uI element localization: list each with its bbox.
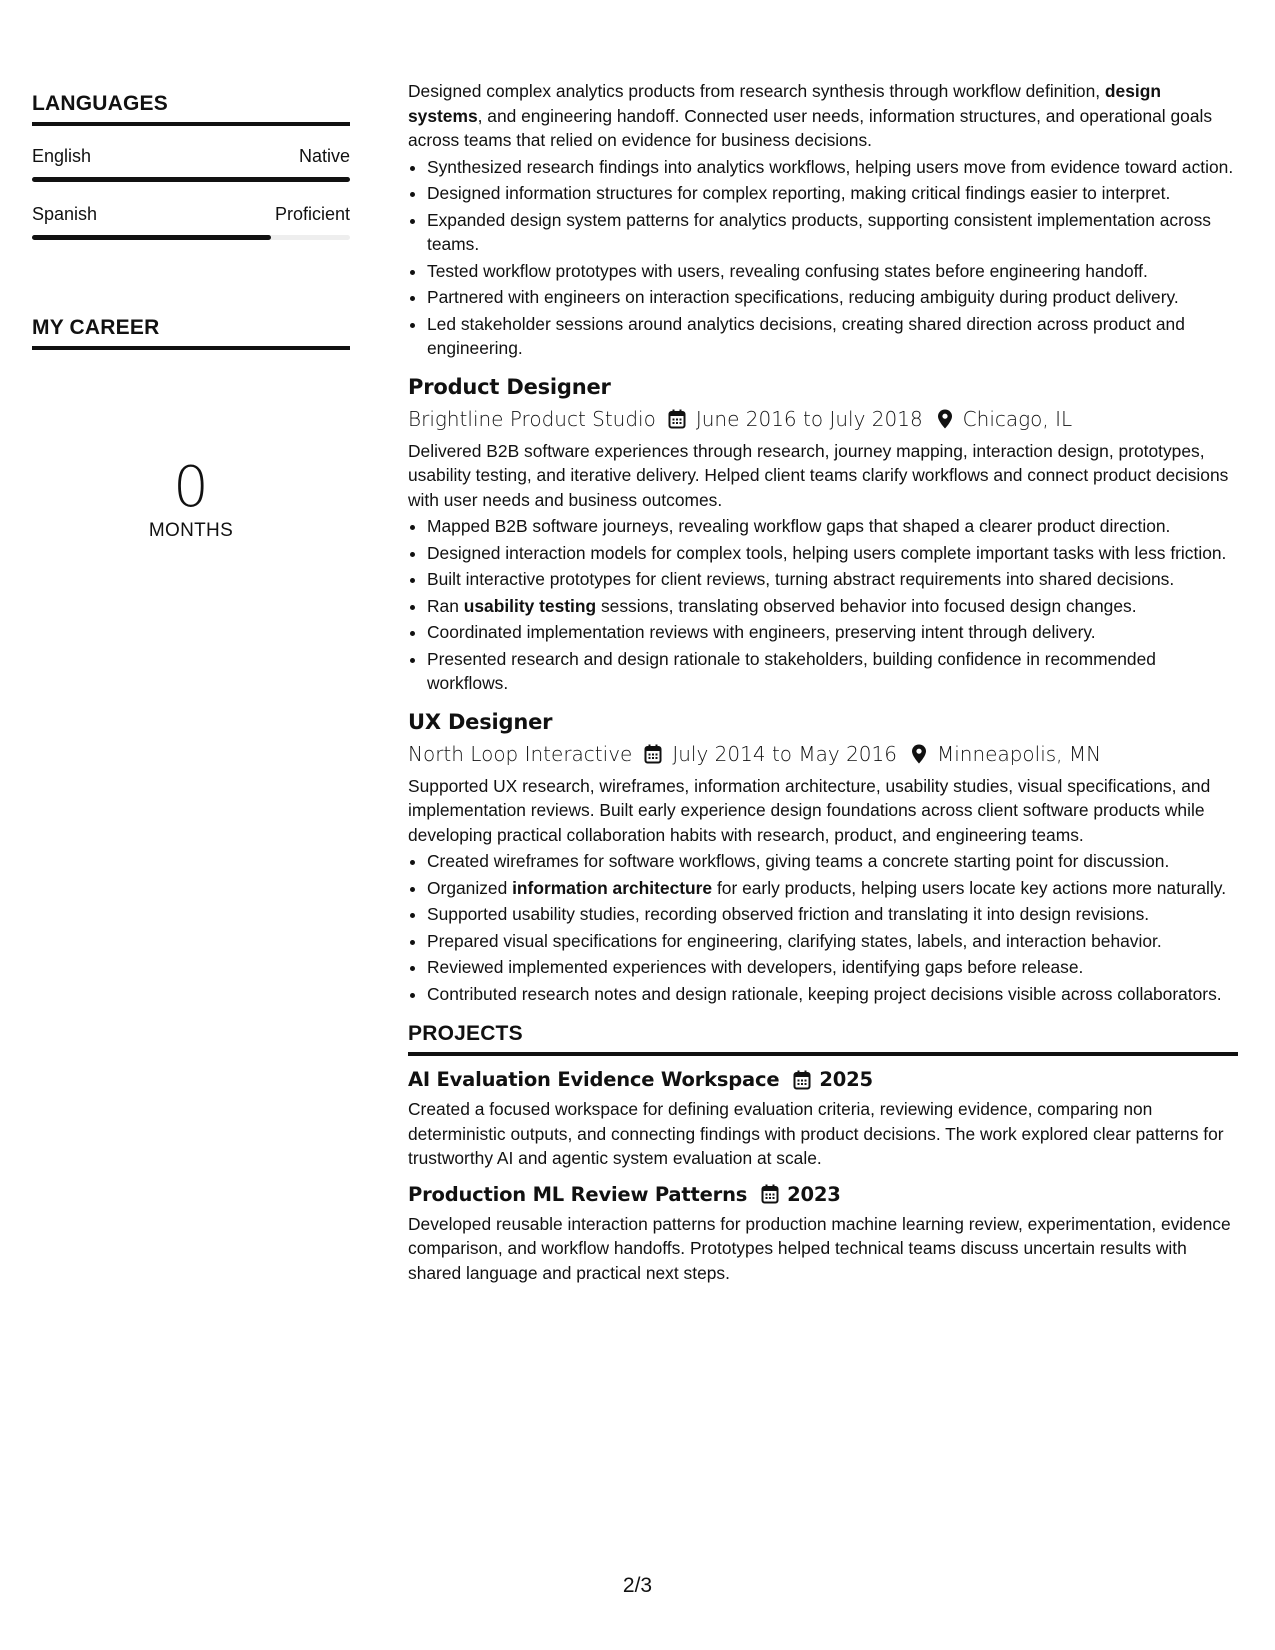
job-meta: [408, 742, 1238, 766]
career-count-value: 0: [173, 455, 209, 520]
project-year: 2023: [787, 1182, 841, 1206]
language-level: Proficient: [274, 204, 350, 224]
list-item: • Coordinated implementation reviews with engineers, preserving intent through delivery.: [427, 620, 1238, 645]
language-proficiency-fill: [32, 235, 271, 240]
intro-bullet-list: [408, 155, 1238, 361]
intro-text: Designed complex analytics products from research synthesis through workflow definition,: [408, 81, 1105, 101]
language-item-english: [32, 146, 350, 182]
project-name: Production ML Review Patterns: [408, 1182, 748, 1206]
list-item: • Partnered with engineers on interaction specifications, reducing ambiguity during product delivery.: [427, 285, 1238, 310]
languages-heading: LANGUAGES: [32, 92, 350, 126]
calendar-icon: [761, 1184, 779, 1204]
career-heading: MY CAREER: [32, 316, 350, 350]
bullet-bold-keyword: information architecture: [512, 877, 713, 898]
list-item: • Contributed research notes and design rationale, keeping project decisions visible across collaborators.: [427, 982, 1238, 1007]
list-item: • Synthesized research findings into analytics workflows, helping users move from evidence toward action.: [427, 155, 1238, 180]
job-company: North Loop Interactive: [408, 741, 633, 766]
list-item: • Mapped B2B software journeys, revealing workflow gaps that shaped a clearer product direction.: [427, 514, 1238, 539]
bullet-text-rest: for early products, helping users locate key actions more naturally.: [712, 877, 1227, 898]
language-item-spanish: [32, 204, 350, 240]
job-location: Chicago, IL: [962, 406, 1073, 431]
map-pin-icon: [937, 409, 953, 429]
job-product-designer: [408, 375, 1238, 696]
languages-section: [32, 92, 350, 240]
career-count-unit: MONTHS: [148, 520, 234, 541]
list-item: • Created wireframes for software workflows, giving teams a concrete starting point for discussion.: [427, 849, 1238, 874]
bullet-text: Ran: [427, 595, 464, 616]
job-company: Brightline Product Studio: [408, 406, 656, 431]
language-proficiency-fill: [32, 177, 350, 182]
job-title: Product Designer: [408, 374, 611, 399]
job-location: Minneapolis, MN: [936, 741, 1102, 766]
page-number: 2/3: [622, 1574, 653, 1597]
calendar-icon: [793, 1070, 811, 1090]
project-description: Created a focused workspace for defining evaluation criteria, reviewing evidence, comparing non deterministic outputs, and connecting findings with product decisions. The work explored clear patterns for trustworthy AI and agentic system evaluation at scale.: [408, 1099, 1224, 1168]
list-item: • Led stakeholder sessions around analytics decisions, creating shared direction across product and engineering.: [427, 312, 1238, 361]
list-item: • Designed interaction models for complex tools, helping users complete important tasks with less friction.: [427, 541, 1238, 566]
bullet-text: Organized: [427, 877, 513, 898]
job-title: UX Designer: [408, 709, 553, 734]
language-name: English: [32, 146, 92, 166]
job-dates: June 2016 to July 2018: [695, 406, 923, 431]
job-bullet-list: [408, 849, 1238, 1006]
project-description: Developed reusable interaction patterns for production machine learning review, experimentation, evidence comparison, and workflow handoffs. Prototypes helped technical teams discuss uncertain results with shared language and practical next steps.: [408, 1213, 1231, 1283]
main-content: [408, 79, 1238, 1285]
language-proficiency-bar: [32, 235, 350, 240]
list-item: • Prepared visual specifications for engineering, clarifying states, labels, and interaction behavior.: [427, 929, 1238, 954]
intro-summary: [408, 79, 1238, 153]
projects-section: [408, 1022, 1238, 1285]
intro-bold-keyword: design systems: [408, 81, 1161, 126]
list-item: • Tested workflow prototypes with users, revealing confusing states before engineering handoff.: [427, 259, 1238, 284]
calendar-icon: [668, 409, 686, 429]
calendar-icon: [644, 744, 662, 764]
list-item: • Designed information structures for complex reporting, making critical findings easier to interpret.: [427, 181, 1238, 206]
language-proficiency-bar: [32, 177, 350, 182]
project-name: AI Evaluation Evidence Workspace: [408, 1068, 780, 1091]
job-ux-designer: [408, 710, 1238, 1007]
job-dates: July 2014 to May 2016: [672, 741, 897, 766]
list-item: • Supported usability studies, recording observed friction and translating it into design revisions.: [427, 902, 1238, 927]
bullet-text-rest: sessions, translating observed behavior into focused design changes.: [596, 595, 1137, 616]
list-item: • Built interactive prototypes for client reviews, turning abstract requirements into shared decisions.: [427, 567, 1238, 592]
job-summary: Delivered B2B software experiences through research, journey mapping, interaction design, prototypes, usability testing, and iterative delivery. Helped client teams clarify workflows and connect product decisions with user needs and business outcomes.: [408, 440, 1229, 510]
map-pin-icon: [911, 744, 927, 764]
list-item: • Expanded design system patterns for analytics products, supporting consistent implementation across teams.: [427, 208, 1238, 257]
list-item: • Reviewed implemented experiences with developers, identifying gaps before release.: [427, 955, 1238, 980]
list-item: [427, 876, 1238, 901]
language-level: Native: [298, 146, 350, 166]
list-item: • Presented research and design rationale to stakeholders, building confidence in recommended workflows.: [427, 647, 1238, 696]
job-bullet-list: [408, 514, 1238, 696]
bullet-bold-keyword: usability testing: [463, 595, 597, 616]
career-counter: [32, 455, 350, 542]
projects-heading: PROJECTS: [408, 1022, 1238, 1056]
career-section: [32, 316, 350, 542]
job-summary: Supported UX research, wireframes, information architecture, usability studies, visual specifications, and implementation reviews. Built early experience design foundations across client software products while developing practical collaboration habits with research, product, and engineering teams.: [408, 775, 1211, 845]
language-name: Spanish: [32, 204, 98, 224]
project-year: 2025: [819, 1068, 873, 1091]
project-item: [408, 1068, 1238, 1171]
project-item: [408, 1183, 1238, 1286]
job-meta: [408, 407, 1238, 431]
list-item: [427, 594, 1238, 619]
intro-text-rest: , and engineering handoff. Connected user needs, information structures, and operational goals across teams that relied on evidence for business decisions.: [408, 105, 1213, 150]
experience-intro: [408, 79, 1238, 361]
sidebar: [32, 92, 350, 542]
